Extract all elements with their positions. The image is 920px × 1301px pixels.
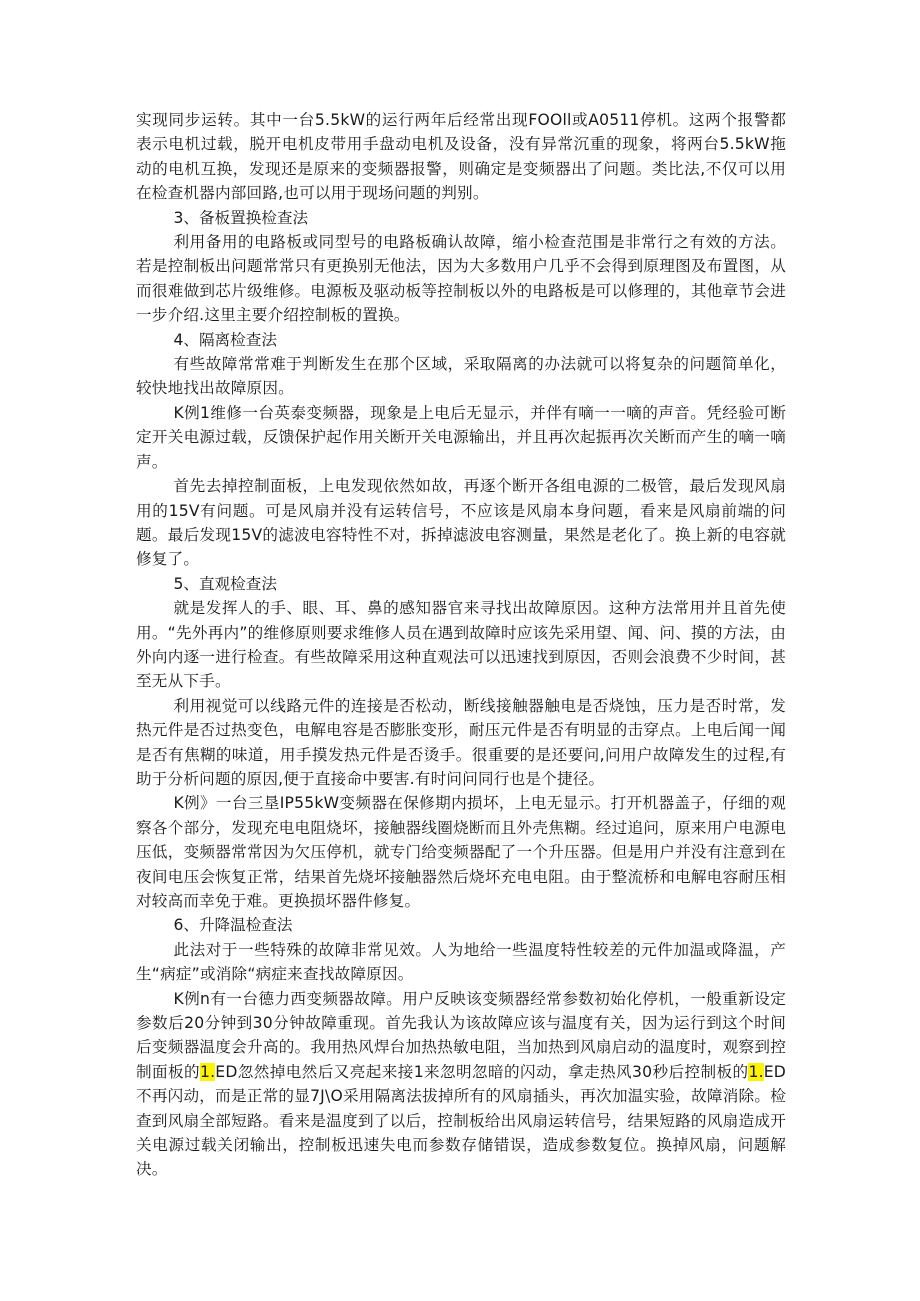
- paragraph-isolation-intro: 有些故障常常难于判断发生在那个区域，采取隔离的办法就可以将复杂的问题简单化，较快地找出故障原因。: [136, 355, 786, 398]
- document-body: [136, 108, 786, 1182]
- paragraph-temperature-intro: 此法对于一些特殊的故障非常见效。人为地给一些温度特性较差的元件加温或降温，产生“病症”或消除“病症来查找故障原因。: [136, 940, 786, 984]
- example-3-text-part3: ED不再闪动，而是正常的显7J\O采用隔离法拔掉所有的风扇插头，再次加温实验，故障消除。检查到风扇全部短路。看来是温度到了以后，控制板给出风扇运转信号，结果短路的风扇造成开关电源过载关闭输出，控制板迅速失电而参数存储错误，造成参数复位。换掉风扇，问题解决。: [136, 1062, 786, 1179]
- example-3-text-part1: K例n有一台德力西变频器故障。用户反映该变频器经常参数初始化停机，一般重新设定参数后20分钟到30分钟故障重现。首先我认为该故障应该与温度有关，因为运行到这个时间后变频器温度会升高的。我用热风焊台加热热敏电阻，当加热到风扇启动的温度时，观察到控制面板的: [136, 989, 786, 1081]
- heading-temperature-method: 6、升降温检查法: [173, 916, 293, 935]
- example-3-text-part2: ED忽然掉电然后又亮起来接1来忽明忽暗的闪动，拿走热风30秒后控制板的: [215, 1062, 749, 1081]
- heading-board-swap-method: 3、备板置换检查法: [173, 208, 309, 227]
- paragraph-example-3: [136, 987, 786, 1182]
- paragraph-class-analogy: 实现同步运转。其中一台5.5kW的运行两年后经常出现FOOll或A0511停机。这两个报警都表示电机过载，脱开电机皮带用手盘动电机及设备，没有异常沉重的现象，将两台5.5kW拖动的电机互换，发现还是原来的变频器报警，则确定是变频器出了问题。类比法,不仅可以用在检查机器内部回路,也可以用于现场问题的判别。: [136, 111, 786, 203]
- paragraph-example-1-fix: 首先去掉控制面板，上电发现依然如故，再逐个断开各组电源的二极管，最后发现风扇用的15V有问题。可是风扇并没有运转信号，不应该是风扇本身问题，看来是风扇前端的问题。最后发现15V的滤波电容特性不对，拆掉滤波电容测量，果然是老化了。换上新的电容就修复了。: [136, 477, 786, 569]
- paragraph-example-2: K例》一台三垦IP55kW变频器在保修期内损坏，上电无显示。打开机器盖子，仔细的观察各个部分，发现充电电阻烧坏，接触器线圈烧断而且外壳焦糊。经过追问，原来用户电源电压低，变频器常常因为欠压停机，就专门给变频器配了一个升压器。但是用户并没有注意到在夜间电压会恢复正常，结果首先烧坏接触器然后烧坏充电电阻。由于整流桥和电解电容耐压相对较高而幸免于难。更换损坏器件修复。: [136, 794, 786, 910]
- heading-visual-method: 5、直观检查法: [173, 574, 277, 593]
- paragraph-visual-detail: 利用视觉可以线路元件的连接是否松动，断线接触器触电是否烧蚀，压力是否时常，发热元件是否过热变色，电解电容是否膨胀变形，耐压元件是否有明显的击穿点。上电后闻一闻是否有焦糊的味道，用手摸发热元件是否烫手。很重要的是还要问,问用户故障发生的过程,有助于分析问题的原因,便于直接命中要害.有时问问同行也是个捷径。: [136, 696, 786, 788]
- paragraph-example-1: K例1维修一台英泰变频器，现象是上电后无显示，并伴有嘀一一嘀的声音。凭经验可断定开关电源过载，反馈保护起作用关断开关电源输出，并且再次起振再次关断而产生的嘀一嘀声。: [136, 403, 786, 471]
- heading-isolation-method: 4、隔离检查法: [173, 330, 277, 349]
- highlighted-text: 1.: [748, 1062, 764, 1081]
- highlighted-text: 1.: [200, 1062, 216, 1081]
- paragraph-visual-intro: 就是发挥人的手、眼、耳、鼻的感知器官来寻找出故障原因。这种方法常用并且首先使用。“先外再内”的维修原则要求维修人员在遇到故障时应该先采用望、闻、问、摸的方法，由外向内逐一进行检查。有些故障采用这种直观法可以迅速找到原因，否则会浪费不少时间，甚至无从下手。: [136, 599, 786, 691]
- paragraph-board-swap: 利用备用的电路板或同型号的电路板确认故障，缩小检查范围是非常行之有效的方法。若是控制板出问题常常只有更换别无他法，因为大多数用户几乎不会得到原理图及布置图，从而很难做到芯片级维修。电源板及驱动板等控制板以外的电路板是可以修理的，其他章节会进一步介绍.这里主要介绍控制板的置换。: [136, 233, 786, 325]
